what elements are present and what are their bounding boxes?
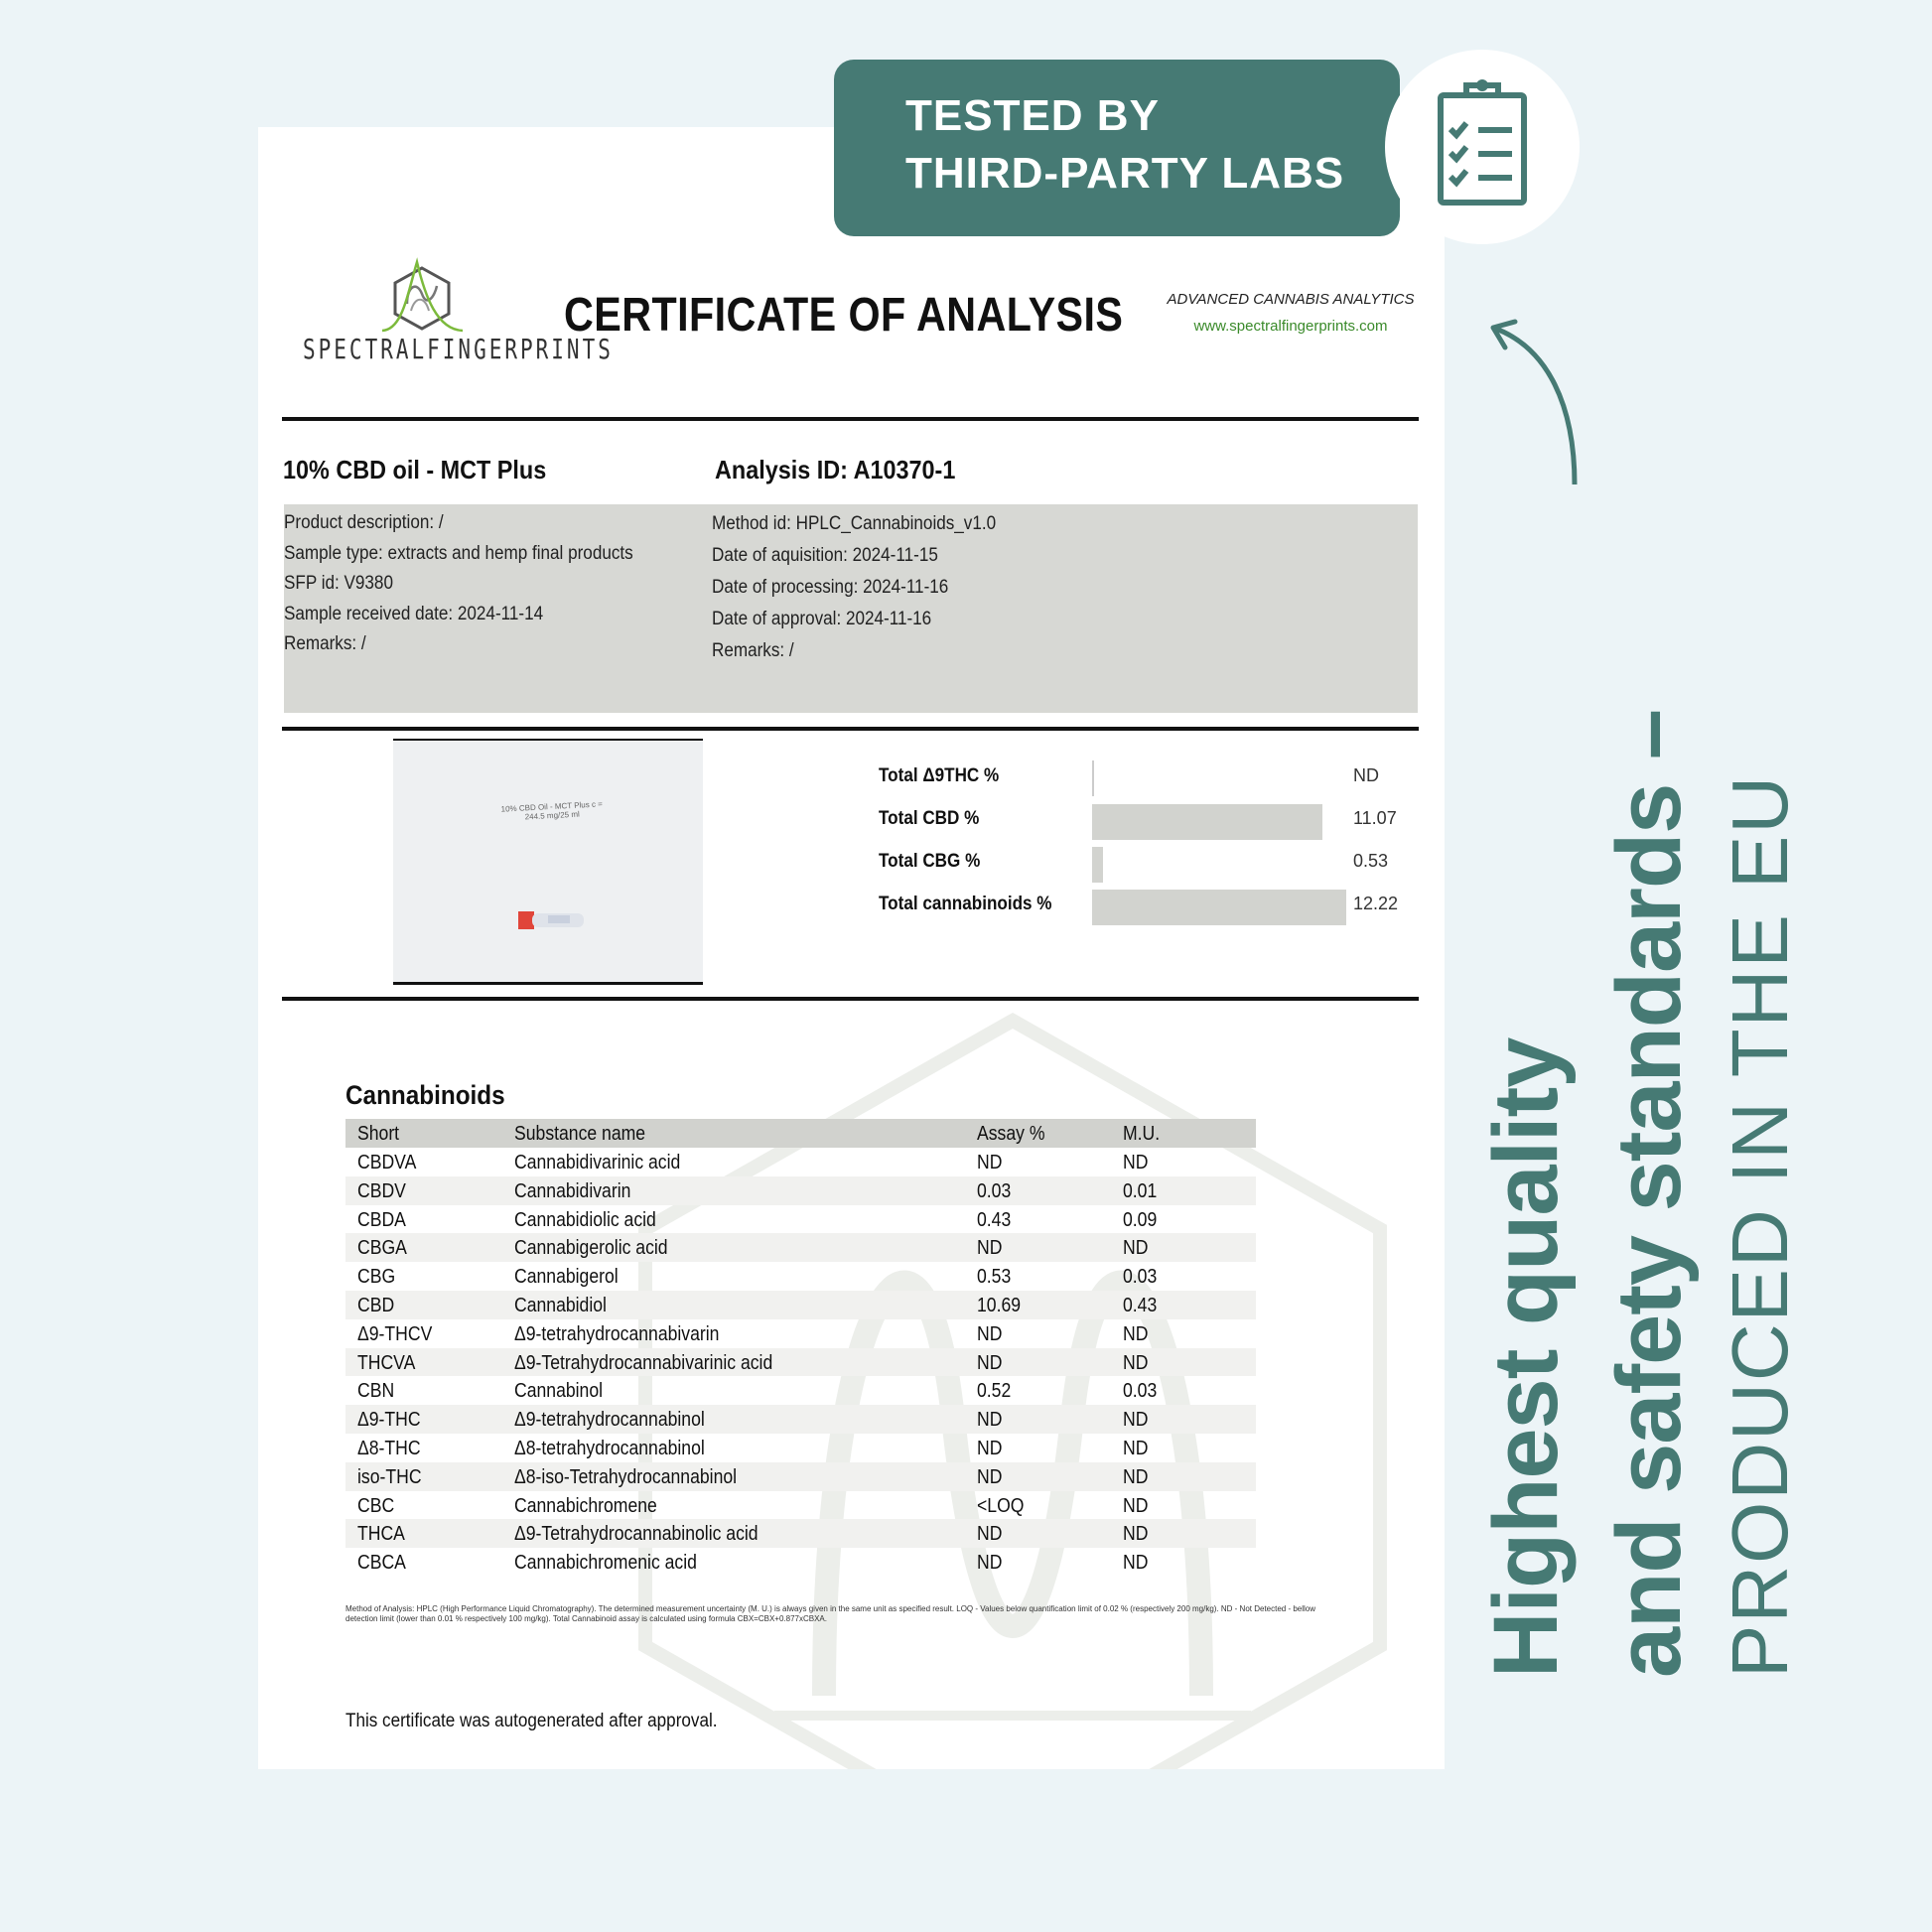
total-label: Total CBD %	[879, 808, 980, 829]
header-assay: Assay %	[977, 1123, 1045, 1145]
cell-substance: Cannabidiolic acid	[514, 1208, 656, 1231]
cell-assay: <LOQ	[977, 1494, 1025, 1517]
cell-assay: ND	[977, 1438, 1003, 1459]
total-bar	[1092, 804, 1322, 840]
cell-short: CBGA	[357, 1237, 407, 1260]
cell-short: CBC	[357, 1494, 395, 1517]
quality-slogan	[1464, 586, 1810, 1678]
table-row	[345, 1319, 1256, 1348]
cell-short: CBDVA	[357, 1152, 417, 1173]
table-row	[345, 1462, 1256, 1491]
table-row	[345, 1376, 1256, 1405]
lab-logo	[303, 256, 614, 370]
cell-mu: ND	[1123, 1552, 1149, 1575]
lab-url-link[interactable]: www.spectralfingerprints.com	[1193, 318, 1388, 335]
banner-line-1: TESTED BY	[905, 91, 1160, 140]
cell-assay: 0.03	[977, 1179, 1012, 1202]
product-description: Product description: /	[284, 512, 444, 533]
cell-assay: ND	[977, 1465, 1003, 1488]
table-row	[345, 1405, 1256, 1434]
cell-mu: 0.03	[1123, 1380, 1158, 1403]
cell-short: CBD	[357, 1295, 395, 1316]
logo-wordmark: SPECTRALFINGERPRINTS	[303, 334, 614, 365]
sfp-id: SFP id: V9380	[284, 573, 393, 594]
cannabinoids-section-title: Cannabinoids	[345, 1080, 505, 1110]
cell-short: CBN	[357, 1380, 395, 1403]
divider	[282, 727, 1419, 731]
sample-photo	[393, 739, 703, 985]
cell-mu: ND	[1123, 1438, 1149, 1459]
cell-substance: Δ9-Tetrahydrocannabivarinic acid	[514, 1351, 773, 1374]
cell-substance: Cannabidivarin	[514, 1179, 631, 1202]
cell-mu: ND	[1123, 1523, 1149, 1546]
slogan-line-2: and safety standards –	[1598, 709, 1700, 1678]
cell-mu: 0.01	[1123, 1179, 1158, 1202]
table-row	[345, 1491, 1256, 1520]
cell-short: CBCA	[357, 1552, 406, 1575]
cell-mu: 0.09	[1123, 1208, 1158, 1231]
table-row	[345, 1262, 1256, 1291]
cell-mu: 0.03	[1123, 1266, 1158, 1289]
sample-type: Sample type: extracts and hemp final products	[284, 542, 633, 564]
cell-assay: 0.43	[977, 1208, 1012, 1231]
cell-substance: Cannabinol	[514, 1380, 604, 1403]
table-row	[345, 1148, 1256, 1176]
cell-short: Δ9-THCV	[357, 1322, 433, 1345]
cell-short: Δ9-THC	[357, 1409, 421, 1432]
product-name: 10% CBD oil - MCT Plus	[283, 455, 547, 484]
date-acquisition: Date of aquisition: 2024-11-15	[712, 545, 938, 566]
sample-received-date: Sample received date: 2024-11-14	[284, 603, 544, 624]
lab-tagline: ADVANCED CANNABIS ANALYTICS	[1167, 291, 1415, 308]
certificate-document	[258, 127, 1445, 1769]
cell-assay: ND	[977, 1351, 1003, 1374]
cell-assay: ND	[977, 1552, 1003, 1575]
slogan-line-1: Highest quality	[1475, 1037, 1577, 1678]
method-id: Method id: HPLC_Cannabinoids_v1.0	[712, 513, 997, 534]
cell-short: CBDA	[357, 1208, 406, 1231]
banner-line-2: THIRD-PARTY LABS	[905, 149, 1345, 198]
total-label: Total CBG %	[879, 851, 981, 872]
divider	[282, 417, 1419, 421]
cell-short: Δ8-THC	[357, 1438, 421, 1459]
method-note: Method of Analysis: HPLC (High Performance Liquid Chromatography). The determined measurement uncertainty (M. U.) is always given in the same unit as specified result. LOQ - Values below quantification limit of 0.02 % (respectively 200 mg/kg). ND - Not Detected - bellow detection limit (lower than 0.01 % respectively 100 mg/kg). Total Cannabinoid assay is calculated using formula CBX=CBX+0.877xCBXA.	[345, 1604, 1316, 1623]
cell-mu: 0.43	[1123, 1295, 1158, 1316]
table-row	[345, 1176, 1256, 1205]
cell-short: THCVA	[357, 1351, 416, 1374]
remarks-left: Remarks: /	[284, 633, 366, 654]
cell-assay: ND	[977, 1237, 1003, 1260]
cell-short: CBDV	[357, 1179, 406, 1202]
header-short: Short	[357, 1123, 400, 1145]
cell-assay: ND	[977, 1322, 1003, 1345]
total-value: 0.53	[1353, 851, 1389, 871]
autogenerated-note: This certificate was autogenerated after approval.	[345, 1711, 718, 1731]
cell-substance: Cannabigerol	[514, 1266, 619, 1289]
date-processing: Date of processing: 2024-11-16	[712, 577, 949, 598]
third-party-banner	[834, 60, 1400, 236]
slogan-line-3: PRODUCED IN THE EU	[1716, 773, 1804, 1678]
sample-info-left	[284, 508, 672, 660]
cell-substance: Cannabichromene	[514, 1494, 657, 1517]
cell-mu: ND	[1123, 1465, 1149, 1488]
cell-mu: ND	[1123, 1351, 1149, 1374]
total-value: 11.07	[1353, 808, 1397, 828]
cell-substance: Cannabigerolic acid	[514, 1237, 668, 1260]
banner-icon-circle	[1385, 50, 1580, 244]
cell-assay: 0.52	[977, 1380, 1012, 1403]
total-label: Total Δ9THC %	[879, 765, 1000, 786]
table-row	[345, 1233, 1256, 1262]
cell-substance: Δ8-iso-Tetrahydrocannabinol	[514, 1465, 738, 1488]
table-row	[345, 1348, 1256, 1377]
cell-assay: ND	[977, 1409, 1003, 1432]
cell-substance: Cannabidivarinic acid	[514, 1152, 681, 1173]
total-value: 12.22	[1353, 894, 1399, 913]
table-row	[345, 1548, 1256, 1577]
divider	[282, 997, 1419, 1001]
sample-info-box	[284, 504, 1418, 713]
cell-short: iso-THC	[357, 1465, 422, 1488]
cell-substance: Cannabichromenic acid	[514, 1552, 697, 1575]
cell-mu: ND	[1123, 1409, 1149, 1432]
total-row	[879, 800, 1415, 840]
cell-mu: ND	[1123, 1322, 1149, 1345]
header-mu: M.U.	[1123, 1123, 1161, 1145]
header-substance: Substance name	[514, 1123, 646, 1145]
cell-substance: Δ9-tetrahydrocannabivarin	[514, 1322, 720, 1345]
cell-short: CBG	[357, 1266, 396, 1289]
remarks-right: Remarks: /	[712, 640, 794, 661]
total-bar	[1092, 890, 1346, 925]
sample-info-right	[712, 508, 1028, 667]
total-row	[879, 843, 1415, 883]
cell-assay: 0.53	[977, 1266, 1012, 1289]
cell-short: THCA	[357, 1523, 405, 1546]
curved-arrow-icon	[1469, 308, 1588, 496]
table-row	[345, 1205, 1256, 1234]
total-bar	[1092, 847, 1103, 883]
total-label: Total cannabinoids %	[879, 894, 1052, 914]
cell-mu: ND	[1123, 1237, 1149, 1260]
total-row	[879, 886, 1415, 925]
sample-label-text: 10% CBD Oil - MCT Plus c = 244.5 mg/25 ml	[500, 799, 604, 822]
cell-mu: ND	[1123, 1494, 1149, 1517]
clipboard-checklist-icon	[1437, 77, 1528, 207]
cell-mu: ND	[1123, 1152, 1149, 1173]
table-row	[345, 1519, 1256, 1548]
cell-substance: Δ9-Tetrahydrocannabinolic acid	[514, 1523, 759, 1546]
dropper-bottle-icon	[518, 905, 588, 933]
date-approval: Date of approval: 2024-11-16	[712, 609, 932, 629]
cell-assay: ND	[977, 1523, 1003, 1546]
cell-assay: 10.69	[977, 1295, 1022, 1316]
cell-assay: ND	[977, 1152, 1003, 1173]
cell-substance: Δ8-tetrahydrocannabinol	[514, 1438, 705, 1459]
table-row	[345, 1434, 1256, 1462]
cell-substance: Δ9-tetrahydrocannabinol	[514, 1409, 705, 1432]
total-value: ND	[1353, 765, 1379, 785]
table-header	[345, 1119, 1256, 1148]
total-row	[879, 758, 1415, 797]
analysis-id: Analysis ID: A10370-1	[715, 455, 956, 484]
cell-substance: Cannabidiol	[514, 1295, 607, 1316]
certificate-title: CERTIFICATE OF ANALYSIS	[564, 289, 1124, 342]
table-row	[345, 1291, 1256, 1319]
